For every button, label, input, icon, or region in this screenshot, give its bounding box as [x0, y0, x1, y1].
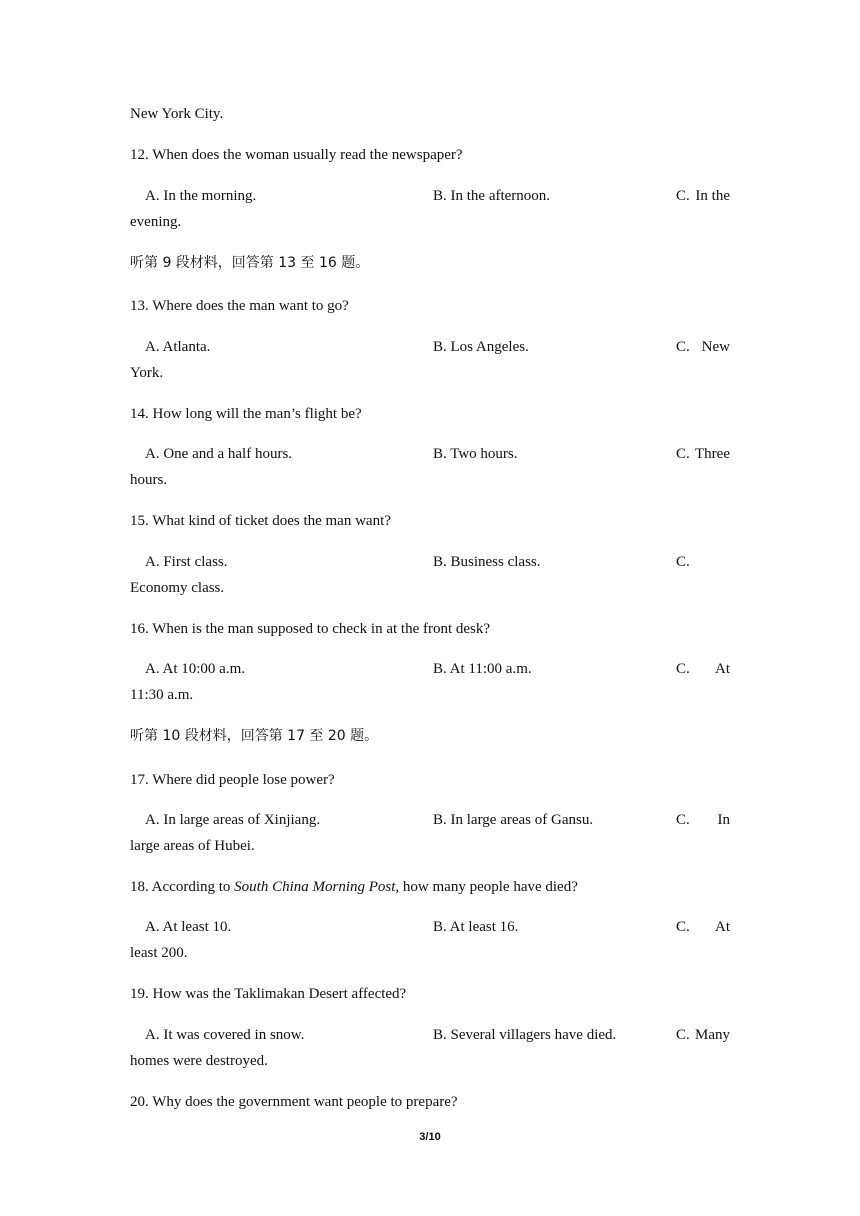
q19-option-b: B. Several villagers have died. — [433, 1027, 617, 1043]
q16-option-b: B. At 11:00 a.m. — [433, 661, 532, 677]
question-12: 12. When does the woman usually read the newspaper? — [130, 147, 463, 163]
passage-continuation: New York City. — [130, 106, 224, 122]
q15-option-a: A. First class. — [145, 554, 228, 570]
q12-option-a: A. In the morning. — [145, 188, 257, 204]
q19-option-c-continued: homes were destroyed. — [130, 1053, 268, 1069]
section-heading-10: 听第 10 段材料，回答第 17 至 20 题。 — [130, 728, 379, 744]
q18-option-a: A. At least 10. — [145, 919, 232, 935]
newspaper-title: South China Morning Post — [234, 879, 396, 895]
q16-option-a: A. At 10:00 a.m. — [145, 661, 245, 677]
question-16: 16. When is the man supposed to check in at the front desk? — [130, 621, 491, 637]
question-18: 18. According to South China Morning Post, how many people have died? — [130, 879, 578, 895]
q15-option-c: C. — [676, 554, 690, 570]
q14-option-c: C. Three — [676, 446, 730, 462]
q14-option-c-continued: hours. — [130, 472, 168, 488]
question-14: 14. How long will the man’s flight be? — [130, 406, 362, 422]
q12-option-c: C. In the — [676, 188, 730, 204]
q13-option-b: B. Los Angeles. — [433, 339, 529, 355]
question-17: 17. Where did people lose power? — [130, 772, 335, 788]
question-13: 13. Where does the man want to go? — [130, 298, 349, 314]
q15-option-c-continued: Economy class. — [130, 580, 225, 596]
q17-option-b: B. In large areas of Gansu. — [433, 812, 594, 828]
q13-option-a: A. Atlanta. — [145, 339, 211, 355]
q14-option-a: A. One and a half hours. — [145, 446, 293, 462]
q13-option-c: C. New — [676, 339, 730, 355]
q19-option-c: C. Many — [676, 1027, 730, 1043]
question-20: 20. Why does the government want people to prepare? — [130, 1094, 458, 1110]
q13-option-c-continued: York. — [130, 365, 164, 381]
q18-option-c-continued: least 200. — [130, 945, 188, 961]
q18-option-b: B. At least 16. — [433, 919, 519, 935]
q16-option-c-continued: 11:30 a.m. — [130, 687, 194, 703]
q17-option-c: C. In — [676, 812, 730, 828]
page-number: 3/10 — [419, 1131, 441, 1143]
q14-option-b: B. Two hours. — [433, 446, 518, 462]
q12-option-c-continued: evening. — [130, 214, 182, 230]
question-19: 19. How was the Taklimakan Desert affected? — [130, 986, 407, 1002]
q17-option-a: A. In large areas of Xinjiang. — [145, 812, 321, 828]
q17-option-c-continued: large areas of Hubei. — [130, 838, 255, 854]
q12-option-b: B. In the afternoon. — [433, 188, 551, 204]
section-heading-9: 听第 9 段材料，回答第 13 至 16 题。 — [130, 255, 370, 271]
q15-option-b: B. Business class. — [433, 554, 541, 570]
question-15: 15. What kind of ticket does the man want? — [130, 513, 391, 529]
q19-option-a: A. It was covered in snow. — [145, 1027, 305, 1043]
q18-option-c: C. At — [676, 919, 730, 935]
q16-option-c: C. At — [676, 661, 730, 677]
